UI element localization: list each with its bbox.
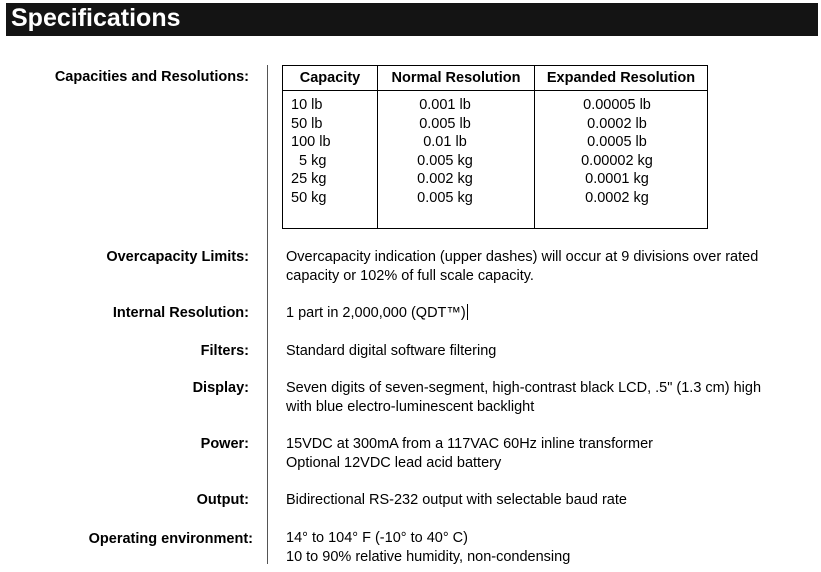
- expanded-resolution-cell: 0.0002 kg: [585, 189, 649, 206]
- capacity-cell: 50 lb: [291, 115, 323, 132]
- capacity-cell: 50 kg: [291, 189, 327, 206]
- expanded-resolution-cell: 0.0005 lb: [587, 134, 647, 151]
- expanded-resolution-cell: 0.0001 kg: [585, 171, 649, 188]
- filters-line: Standard digital software filtering: [286, 343, 497, 359]
- power-value: [286, 435, 811, 473]
- normal-resolution-cell: 0.005 lb: [419, 115, 471, 132]
- internal-resolution-text: 1 part in 2,000,000 (QDT™): [286, 305, 466, 321]
- capacity-cell: 100 lb: [291, 134, 331, 151]
- expanded-resolution-cell: 0.00002 kg: [581, 152, 653, 169]
- header-normal-resolution: Normal Resolution: [378, 66, 535, 91]
- header-capacity: Capacity: [283, 66, 378, 91]
- power-label: Power:: [200, 436, 249, 452]
- overcapacity-value: [286, 248, 811, 286]
- capacity-column: [283, 91, 378, 229]
- capacities-label: Capacities and Resolutions:: [54, 69, 249, 85]
- normal-resolution-cell: 0.01 lb: [423, 134, 467, 151]
- text-cursor: [467, 304, 468, 320]
- filters-label: Filters:: [200, 343, 249, 359]
- expanded-resolution-cell: 0.0002 lb: [587, 115, 647, 132]
- normal-resolution-cell: 0.005 kg: [417, 189, 473, 206]
- overcapacity-label: Overcapacity Limits:: [106, 249, 249, 265]
- expanded-resolution-column: [535, 91, 708, 229]
- output-value: [286, 491, 811, 510]
- overcapacity-line: Overcapacity indication (upper dashes) will occur at 9 divisions over rated: [286, 249, 759, 265]
- table-body-row: [283, 91, 708, 229]
- internal-resolution-label: Internal Resolution:: [112, 305, 249, 321]
- operating-environment-value: [286, 529, 811, 567]
- section-title: Specifications: [11, 4, 181, 32]
- filters-value: [286, 342, 811, 361]
- expanded-resolution-cell: 0.00005 lb: [583, 97, 651, 113]
- capacity-cell: 5 kg: [291, 152, 327, 169]
- display-label: Display:: [192, 380, 249, 396]
- overcapacity-line: capacity or 102% of full scale capacity.: [286, 268, 534, 284]
- normal-resolution-cell: 0.001 lb: [419, 97, 471, 113]
- normal-resolution-cell: 0.005 kg: [417, 152, 473, 169]
- normal-resolution-cell: 0.002 kg: [417, 171, 473, 188]
- section-title-bar: [6, 3, 818, 36]
- display-value: [286, 379, 811, 417]
- vertical-divider: [267, 65, 268, 564]
- internal-resolution-line: [286, 304, 811, 323]
- power-line: Optional 12VDC lead acid battery: [286, 455, 502, 471]
- header-expanded-resolution: Expanded Resolution: [535, 66, 708, 91]
- normal-resolution-column: [378, 91, 535, 229]
- capacity-table: [282, 65, 708, 229]
- table-header-row: [283, 66, 708, 91]
- operating-environment-line: 14° to 104° F (-10° to 40° C): [286, 530, 468, 546]
- output-label: Output:: [196, 492, 249, 508]
- power-line: 15VDC at 300mA from a 117VAC 60Hz inline transformer: [286, 436, 653, 452]
- capacity-cell: 25 kg: [291, 171, 327, 188]
- display-line: with blue electro-luminescent backlight: [286, 399, 535, 415]
- capacity-cell: 10 lb: [291, 97, 323, 113]
- operating-environment-line: 10 to 90% relative humidity, non-condensing: [286, 549, 571, 565]
- operating-environment-label: Operating environment:: [88, 531, 253, 547]
- display-line: Seven digits of seven-segment, high-contrast black LCD, .5" (1.3 cm) high: [286, 380, 762, 396]
- output-line: Bidirectional RS-232 output with selectable baud rate: [286, 492, 627, 508]
- internal-resolution-value: [286, 304, 811, 323]
